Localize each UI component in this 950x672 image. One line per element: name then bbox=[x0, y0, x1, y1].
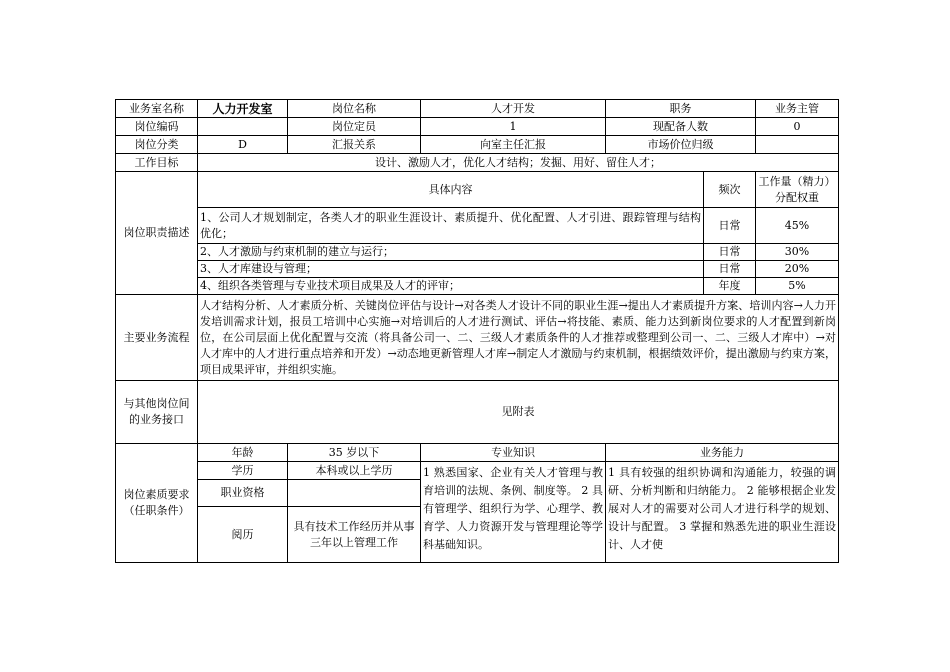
experience-value: 具有技术工作经历并从事三年以上管理工作 bbox=[288, 507, 421, 563]
ability-text: 1 具有较强的组织协调和沟通能力，较强的调研、分析判断和归纳能力。 2 能够根据企业发展对人才的需要对公司人才进行科学的规划、设计与配置。 3 掌握和熟悉先进的职业生涯设计、人才使 bbox=[606, 462, 839, 563]
duties-header-weight: 工作量（精力）分配权重 bbox=[756, 172, 839, 208]
quality-label-line2: （任职条件） bbox=[123, 504, 190, 517]
duty-item-text: 4、组织各类管理与专业技术项目成果及人才的评审； bbox=[198, 278, 704, 295]
process-label: 主要业务流程 bbox=[116, 295, 198, 381]
report-label: 汇报关系 bbox=[288, 136, 421, 154]
duty-item-weight: 30% bbox=[756, 244, 839, 261]
dept-label: 业务室名称 bbox=[116, 100, 198, 118]
goal-value: 设计、激励人才，优化人才结构；发掘、用好、留住人才； bbox=[198, 154, 839, 172]
report-value: 向室主任汇报 bbox=[421, 136, 606, 154]
interface-value: 见附表 bbox=[198, 381, 839, 444]
duty-item-frequency: 日常 bbox=[704, 244, 756, 261]
duty-item-text: 3、人才库建设与管理； bbox=[198, 261, 704, 278]
education-value: 本科或以上学历 bbox=[288, 462, 421, 480]
duty-item-text: 2、人才激励与约束机制的建立与运行； bbox=[198, 244, 704, 261]
quota-value: 1 bbox=[421, 118, 606, 136]
duty-label: 职务 bbox=[606, 100, 756, 118]
class-value: D bbox=[198, 136, 288, 154]
certification-value bbox=[288, 480, 421, 507]
quality-label bbox=[116, 444, 198, 563]
certification-label: 职业资格 bbox=[198, 480, 288, 507]
job-description-table bbox=[115, 99, 839, 563]
quality-label-line1: 岗位素质要求 bbox=[123, 488, 190, 501]
position-label: 岗位名称 bbox=[288, 100, 421, 118]
process-text: 人才结构分析、人才素质分析、关键岗位评估与设计→对各类人才设计不同的职业生涯→提出人才素质提升方案、培训内容→人力开发培训需求计划，报员工培训中心实施→对培训后的人才进行测试、评估→将技能、素质、能力达到新岗位要求的人才配置到新岗位，在公司层面上优化配置与交流（将具备公司一、二、三级人才素质条件的人才推荐或整理到公司一、二、三级人才库中）→对人才库中的人才进行重点培养和开发）→动态地更新管理人才库→制定人才激励与约束机制，根据绩效评价，提出激励与约束方案，项目成果评审，并组织实施。 bbox=[198, 295, 839, 381]
duties-header-frequency: 频次 bbox=[704, 172, 756, 208]
market-label: 市场价位归级 bbox=[606, 136, 756, 154]
duties-header-content: 具体内容 bbox=[198, 172, 704, 208]
interface-label-line2: 的业务接口 bbox=[129, 413, 184, 426]
code-value bbox=[198, 118, 288, 136]
code-label: 岗位编码 bbox=[116, 118, 198, 136]
duties-label: 岗位职责描述 bbox=[116, 172, 198, 295]
goal-label: 工作目标 bbox=[116, 154, 198, 172]
current-staff-label: 现配备人数 bbox=[606, 118, 756, 136]
duty-item-weight: 20% bbox=[756, 261, 839, 278]
knowledge-text: 1 熟悉国家、企业有关人才管理与教育培训的法规、条例、制度等。 2 具有管理学、组织行为学、心理学、教育学、人力资源开发与管理理论等学科基础知识。 bbox=[421, 462, 606, 563]
duty-item-weight: 5% bbox=[756, 278, 839, 295]
dept-value: 人力开发室 bbox=[198, 100, 288, 118]
interface-label-line1: 与其他岗位间 bbox=[123, 397, 190, 410]
duty-item-frequency: 日常 bbox=[704, 208, 756, 244]
class-label: 岗位分类 bbox=[116, 136, 198, 154]
duty-item-frequency: 年度 bbox=[704, 278, 756, 295]
knowledge-header: 专业知识 bbox=[421, 444, 606, 462]
education-label: 学历 bbox=[198, 462, 288, 480]
duty-item-frequency: 日常 bbox=[704, 261, 756, 278]
ability-header: 业务能力 bbox=[606, 444, 839, 462]
market-value bbox=[756, 136, 839, 154]
position-value: 人才开发 bbox=[421, 100, 606, 118]
age-value: 35 岁以下 bbox=[288, 444, 421, 462]
duty-item-text: 1、公司人才规划制定，各类人才的职业生涯设计、素质提升、优化配置、人才引进、跟踪管理与结构优化； bbox=[198, 208, 704, 244]
interface-label bbox=[116, 381, 198, 444]
quota-label: 岗位定员 bbox=[288, 118, 421, 136]
age-label: 年龄 bbox=[198, 444, 288, 462]
duty-value: 业务主管 bbox=[756, 100, 839, 118]
experience-label: 阅历 bbox=[198, 507, 288, 563]
duty-item-weight: 45% bbox=[756, 208, 839, 244]
current-staff-value: 0 bbox=[756, 118, 839, 136]
